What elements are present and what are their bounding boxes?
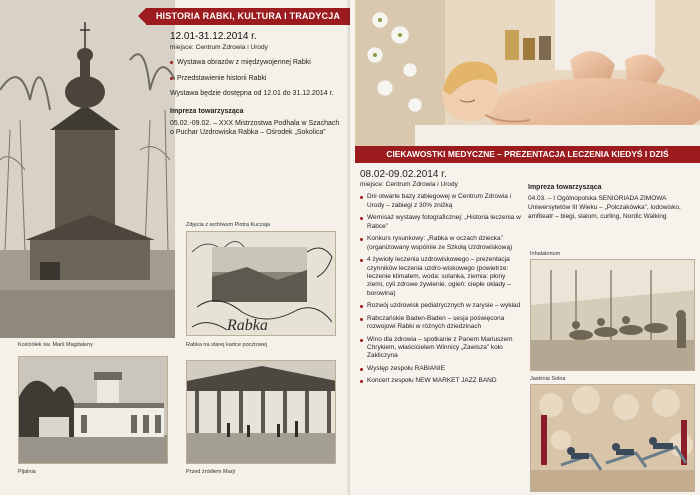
list-item: Rabczańskie Baden-Baden – sesja poświęcona rozwojowi Rabki w różnych dziedzinach <box>360 315 522 332</box>
spring-photo <box>186 360 336 464</box>
list-item: Wino dla zdrowia – spotkanie z Panem Mariuszem Chrykiem, właścicielem Winnicy „Zawisza” koło Zakliczyna <box>360 336 522 361</box>
inhalatorium-photo <box>530 259 695 371</box>
event-date-range: 08.02-09.02.2014 r. <box>360 169 447 180</box>
pump-room-photo <box>18 356 168 464</box>
medical-event-block <box>360 168 522 390</box>
list-item: Wystawa obrazów z międzywojennej Rabki <box>170 58 342 67</box>
companion-event-heading: Impreza towarzysząca <box>528 184 602 191</box>
companion-event-text: 04.03. – I Ogólnopolska SENIORIADA ZIMOWA Uniwersytetów III Wieku – „Polczakówka”, lodowisko, amfiteatr – biegi, slalom, curling, Nordic Walking <box>528 195 681 220</box>
event-date-range: 12.01-31.12.2014 r. <box>170 31 257 42</box>
archive-credit: Zdjęcia z archiwum Piotra Kuczaja <box>186 222 271 228</box>
massage-photo <box>355 0 700 146</box>
section-header-history: HISTORIA RABKI, KULTURA I TRADYCJA <box>146 8 350 25</box>
bullet-icon <box>360 259 363 262</box>
bullet-icon <box>170 61 173 64</box>
section-header-medical: CIEKAWOSTKI MEDYCZNE – PREZENTACJA LECZENIA KIEDYŚ I DZIŚ <box>355 146 700 163</box>
right-page <box>350 0 700 495</box>
availability-note: Wystawa będzie dostępna od 12.01 do 31.12.2014 r. <box>170 90 334 98</box>
caption-spring: Przed źródłem Marji <box>186 469 235 475</box>
list-item: Rozwój uzdrowisk pediatrycznych w zarysie – wykład <box>360 302 522 310</box>
bullet-icon <box>170 77 173 80</box>
caption-inhalatorium: Inhalatorium <box>530 251 561 257</box>
salt-cave-photo <box>530 384 695 492</box>
list-item: 4 żywioły leczenia uzdrowiskowego – prezentacja czynników leczenia uzdro-wiskowego (powietrze: leczenie klimatem, woda: solanka, ziemia: płony ziemi, cyli zdrowe żywienie, ogień: ciepłe okłady – borowina) <box>360 256 522 298</box>
church-photo <box>0 0 175 338</box>
list-item: Występ zespołu RABIANIE <box>360 365 522 373</box>
postcard-lettering: Rabka <box>227 317 268 334</box>
bullet-icon <box>360 380 363 383</box>
list-item: Dni otwarte bazy zabiegowej w Centrum Zdrowia i Urody – zabiegi z 30% zniżką <box>360 193 522 210</box>
bullet-icon <box>360 339 363 342</box>
history-event-block <box>170 30 342 138</box>
list-item: Konkurs rysunkowy: „Rabka w oczach dziecka” (organizowany wspólnie ze Szkołą Uzdrowiskową) <box>360 235 522 252</box>
bullet-icon <box>360 196 363 199</box>
bullet-icon <box>360 238 363 241</box>
caption-salt-cave: Jaskinia Solna <box>530 376 566 382</box>
event-location: miejsce: Centrum Zdrowia i Urody <box>360 181 458 188</box>
companion-event-text: 05.02.-09.02. – XXX Mistrzostwa Podhala w Szachach o Puchar Uzdrowiska Rabka – Ośrodek „Sokolica” <box>170 120 340 137</box>
caption-church: Kościółek św. Marii Magdaleny <box>18 342 93 348</box>
list-item: Przedstawienie historii Rabki <box>170 74 342 83</box>
medical-companion-block <box>528 181 693 222</box>
bullet-icon <box>360 368 363 371</box>
postcard-photo <box>186 231 336 336</box>
companion-event-heading: Impreza towarzysząca <box>170 107 244 115</box>
event-location: miejsce: Centrum Zdrowia i Urody <box>170 43 268 51</box>
caption-pump-room: Pijalnia <box>18 469 36 475</box>
bullet-icon <box>360 318 363 321</box>
list-item: Koncert zespołu NEW MARKET JAZZ BAND <box>360 377 522 385</box>
bullet-icon <box>360 217 363 220</box>
caption-postcard: Rabka na starej kartce pocztowej <box>186 342 268 348</box>
bullet-icon <box>360 305 363 308</box>
list-item: Wernisaż wystawy fotograficznej: „Historia leczenia w Rabce” <box>360 214 522 231</box>
